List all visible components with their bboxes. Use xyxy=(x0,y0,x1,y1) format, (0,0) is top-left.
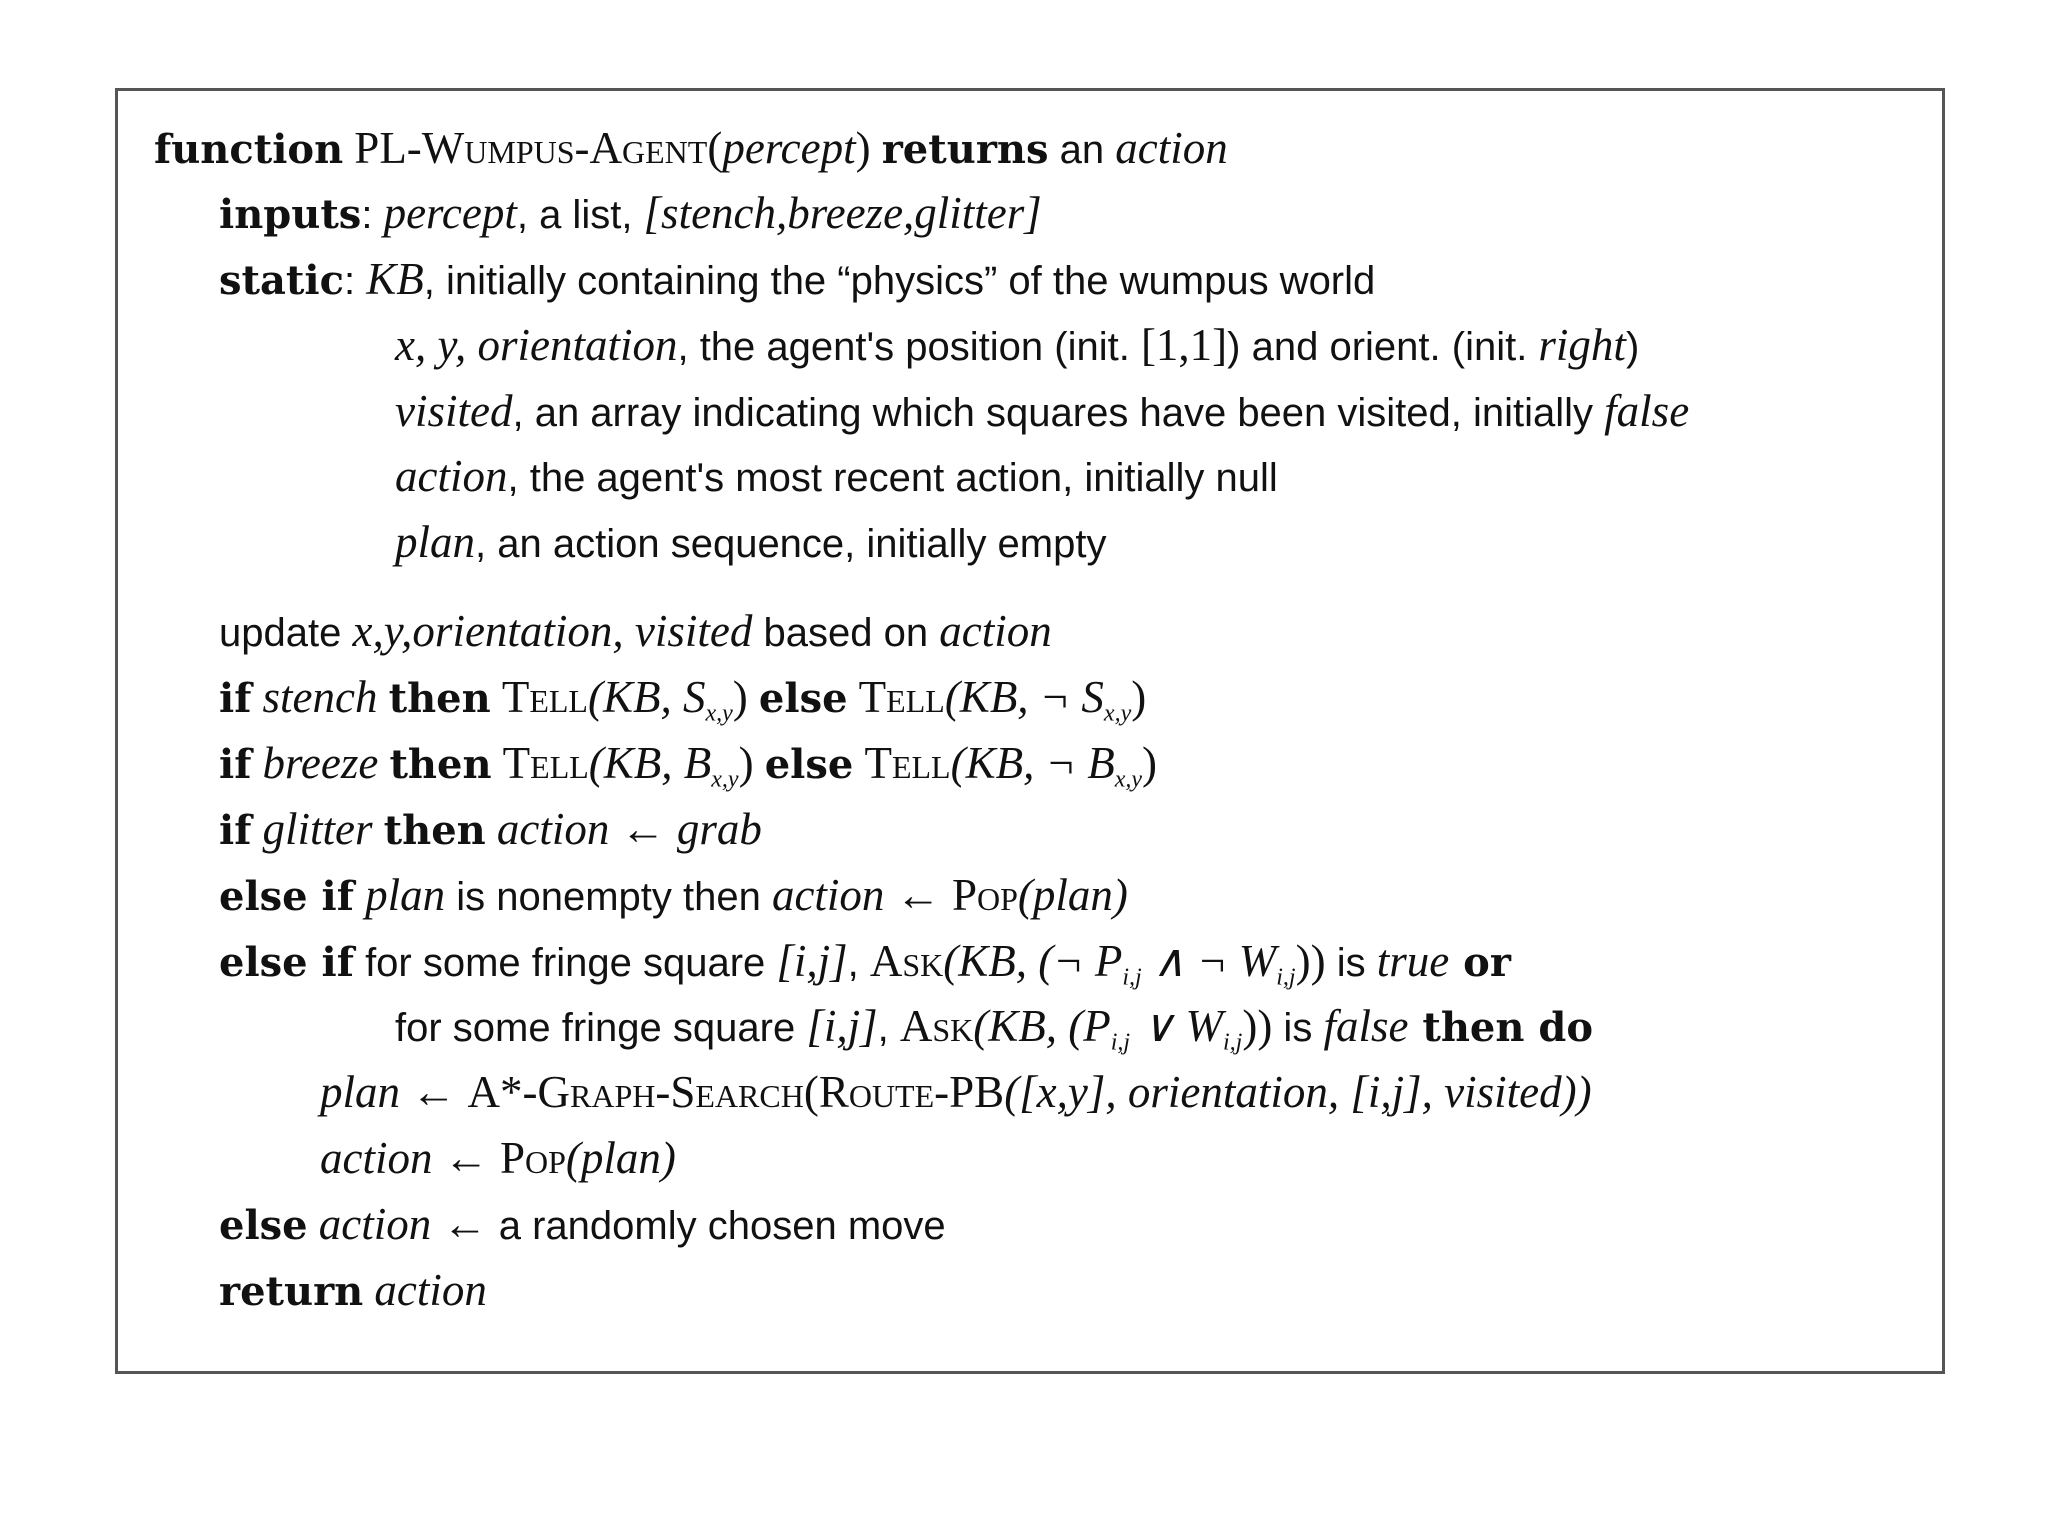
var: plan xyxy=(365,870,446,920)
paren: ) xyxy=(1131,672,1147,722)
function-pop: Pop xyxy=(951,870,1018,920)
body-line-return xyxy=(219,1265,487,1317)
var: grab xyxy=(676,804,762,854)
function-header xyxy=(154,123,1228,175)
arrow: ← xyxy=(432,1133,500,1183)
function-ask: Ask xyxy=(899,1001,974,1051)
text: , xyxy=(847,941,870,985)
keyword-then: then xyxy=(383,807,486,854)
static-desc: , the agent's most recent action, initially null xyxy=(507,456,1278,500)
var: true xyxy=(1376,936,1450,986)
body-line-update xyxy=(219,606,1052,658)
args: (KB, S xyxy=(587,672,706,722)
keyword-else: else xyxy=(758,675,848,722)
var: plan xyxy=(320,1067,401,1117)
static-desc: , an array indicating which squares have been visited, initially xyxy=(512,391,1605,435)
var: [i,j] xyxy=(806,1001,878,1051)
colon: : xyxy=(361,193,373,237)
static-var: plan xyxy=(395,517,476,567)
static-extra: false xyxy=(1604,386,1690,436)
var: action xyxy=(320,1133,433,1183)
static-var: x, y, orientation xyxy=(395,320,678,370)
arrow: ← xyxy=(431,1199,499,1249)
subscript: x,y xyxy=(1103,700,1132,727)
subscript: x,y xyxy=(711,766,739,793)
function-tell: Tell xyxy=(858,672,945,722)
keyword-if: if xyxy=(219,807,252,854)
function-tell: Tell xyxy=(501,672,588,722)
function-tell: Tell xyxy=(502,738,589,788)
paren: ) xyxy=(738,738,754,788)
var: action xyxy=(374,1265,487,1315)
subscript: i,j xyxy=(1276,964,1296,991)
keyword-return: return xyxy=(219,1268,364,1315)
args: (plan) xyxy=(565,1133,676,1183)
text: based on xyxy=(752,611,940,655)
var: x,y,orientation, visited xyxy=(352,606,753,656)
keyword-else-if: else if xyxy=(219,939,354,986)
body-line-fringe-1 xyxy=(219,936,1511,1002)
subscript: i,j xyxy=(1122,964,1142,991)
keyword-else: else xyxy=(219,1202,308,1249)
static-line-3 xyxy=(395,451,1278,503)
args: ∨ W xyxy=(1130,1001,1223,1051)
body-line-stench xyxy=(219,672,1146,738)
inputs-desc: , a list, xyxy=(516,193,644,237)
static-var: action xyxy=(395,451,508,501)
arrow: ← xyxy=(609,804,677,854)
keyword-function: function xyxy=(154,126,344,173)
static-desc: , initially containing the “physics” of the wumpus world xyxy=(423,259,1376,303)
keyword-else-if: else if xyxy=(219,873,354,920)
keyword-inputs: inputs xyxy=(219,191,362,238)
function-param: percept xyxy=(722,123,856,173)
text: is nonempty then xyxy=(445,875,772,919)
text: is xyxy=(1325,941,1377,985)
keyword-then: then xyxy=(389,741,492,788)
return-type: action xyxy=(1115,123,1228,173)
arrow: ← xyxy=(884,870,952,920)
keyword-static: static xyxy=(219,257,344,304)
static-desc: , an action sequence, initially empty xyxy=(475,522,1107,566)
paren: ( xyxy=(707,123,723,173)
args: ∧ ¬ W xyxy=(1141,936,1277,986)
keyword-then: then xyxy=(388,675,491,722)
paren: ( xyxy=(803,1067,819,1117)
function-name: PL-Wumpus-Agent xyxy=(354,123,708,173)
text: for some fringe square xyxy=(353,941,777,985)
args: ([x,y], orientation, [i,j], visited)) xyxy=(1004,1067,1592,1117)
keyword-if: if xyxy=(219,741,252,788)
subscript: x,y xyxy=(1114,766,1143,793)
paren: )) xyxy=(1295,936,1326,986)
text: is xyxy=(1272,1006,1324,1050)
paren: )) xyxy=(1242,1001,1273,1051)
inputs-list: [stench,breeze,glitter] xyxy=(643,188,1042,238)
args: (KB, ¬ B xyxy=(950,738,1115,788)
var: action xyxy=(939,606,1052,656)
text: update xyxy=(219,611,353,655)
text: a randomly chosen move xyxy=(498,1204,946,1248)
text: for some fringe square xyxy=(395,1006,807,1050)
args: (KB, (P xyxy=(973,1001,1111,1051)
static-var-right: right xyxy=(1538,320,1626,370)
args: (KB, B xyxy=(588,738,712,788)
paren: ) xyxy=(1142,738,1158,788)
args: (plan) xyxy=(1017,870,1128,920)
static-line-4 xyxy=(395,517,1106,569)
var: breeze xyxy=(262,738,379,788)
body-line-breeze xyxy=(219,738,1157,804)
static-var: KB xyxy=(366,254,424,304)
subscript: i,j xyxy=(1222,1029,1243,1056)
paren: ) xyxy=(732,672,748,722)
paren: ) xyxy=(1625,325,1640,369)
static-desc: , the agent's position (init. xyxy=(677,325,1141,369)
var: action xyxy=(496,804,610,854)
text: , xyxy=(877,1006,900,1050)
args: (KB, ¬ S xyxy=(944,672,1104,722)
function-tell: Tell xyxy=(864,738,951,788)
var: [i,j] xyxy=(776,936,848,986)
algorithm-box xyxy=(115,88,1945,1374)
body-line-glitter xyxy=(219,804,762,856)
keyword-if: if xyxy=(219,675,252,722)
body-line-astar xyxy=(320,1067,1592,1119)
static-extra: [1,1] xyxy=(1140,320,1228,370)
paren: ) xyxy=(855,123,871,173)
static-line-1 xyxy=(395,320,1639,372)
keyword-returns: returns xyxy=(881,126,1049,173)
static-line-2 xyxy=(395,386,1689,438)
var: action xyxy=(771,870,885,920)
keyword-else: else xyxy=(764,741,854,788)
function-ask: Ask xyxy=(869,936,944,986)
subscript: x,y xyxy=(705,700,733,727)
var: glitter xyxy=(262,804,373,854)
inputs-line xyxy=(219,188,1042,240)
function-pop: Pop xyxy=(499,1133,566,1183)
var: stench xyxy=(262,672,378,722)
body-line-plan xyxy=(219,870,1128,922)
keyword-then-do: then do xyxy=(1408,1004,1594,1051)
inputs-var: percept xyxy=(383,188,517,238)
function-astar: A*-Graph-Search xyxy=(467,1067,804,1117)
body-line-else-random xyxy=(219,1199,946,1251)
arrow: ← xyxy=(400,1067,468,1117)
text-an: an xyxy=(1059,128,1105,172)
var: false xyxy=(1323,1001,1409,1051)
static-line-0 xyxy=(219,254,1375,306)
static-var: visited xyxy=(395,386,513,436)
body-line-fringe-2 xyxy=(395,1001,1593,1067)
args: (KB, (¬ P xyxy=(943,936,1123,986)
subscript: i,j xyxy=(1110,1029,1131,1056)
body-line-pop xyxy=(320,1133,676,1185)
keyword-or: or xyxy=(1449,939,1511,986)
static-desc-tail: ) and orient. (init. xyxy=(1227,325,1539,369)
colon: : xyxy=(343,259,356,303)
function-route: Route-PB xyxy=(818,1067,1005,1117)
var: action xyxy=(318,1199,432,1249)
